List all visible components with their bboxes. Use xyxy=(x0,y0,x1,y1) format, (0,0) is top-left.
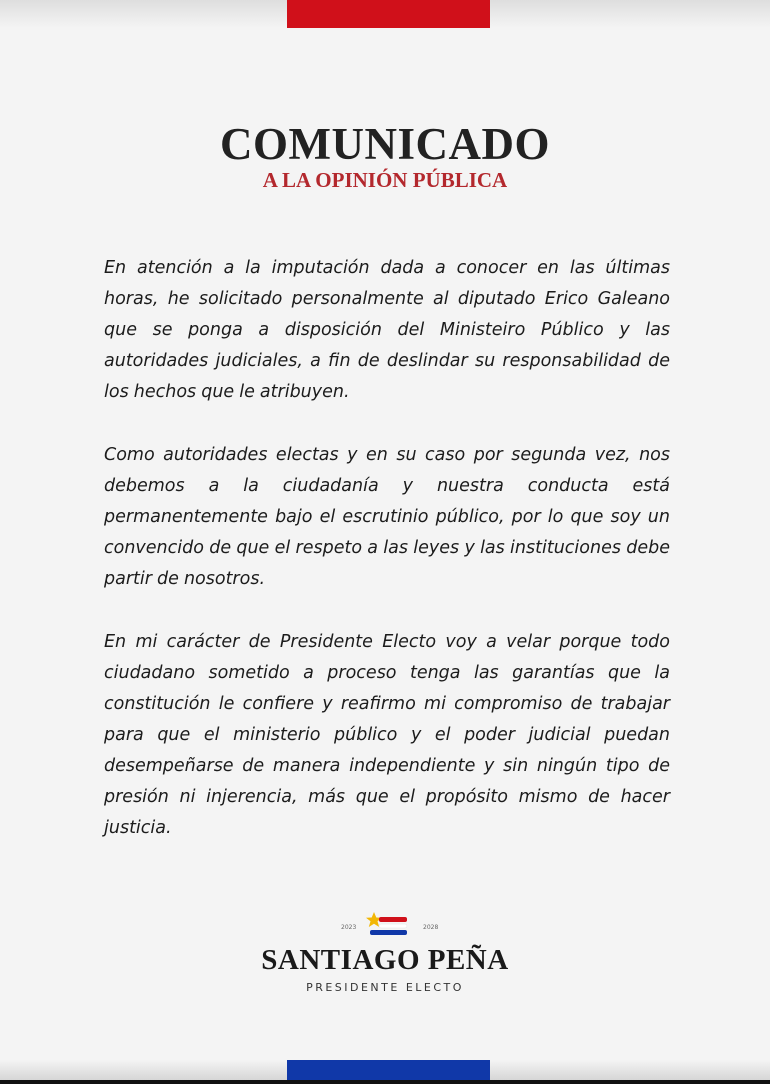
red-accent-bar xyxy=(287,0,490,28)
star-flag-icon xyxy=(364,910,410,938)
campaign-logo xyxy=(0,908,770,938)
page-title: COMUNICADO xyxy=(220,119,550,169)
paragraph-3: En mi carácter de Presidente Electo voy a velar porque todo ciudadano sometido a proceso tenga las garantías que la constitución le confiere y reafirmo mi compromiso de trabajar para que el ministerio público y el poder judicial puedan desempeñarse de manera independiente y sin ningún tipo de presión ni injerencia, más que el propósito mismo de hacer justicia. xyxy=(104,632,670,838)
year-end: 2028 xyxy=(423,924,439,931)
blue-accent-bar xyxy=(287,1060,490,1080)
bottom-border xyxy=(0,1080,770,1084)
paragraph-2: Como autoridades electas y en su caso por segunda vez, nos debemos a la ciudadanía y nuestra conducta está permanentemente bajo el escrutinio público, por lo que soy un convencido de que el respeto a las leyes y las instituciones debe partir de nosotros. xyxy=(104,445,670,589)
page-subtitle: A LA OPINIÓN PÚBLICA xyxy=(262,168,508,192)
signature-name: SANTIAGO PEÑA xyxy=(261,944,509,976)
signature-role: PRESIDENTE ELECTO xyxy=(306,981,464,994)
year-start: 2023 xyxy=(341,924,357,931)
paragraph-1: En atención a la imputación dada a conocer en las últimas horas, he solicitado personalmente al diputado Erico Galeano que se ponga a disposición del Ministeiro Público y las autoridades judiciales, a fin de deslindar su responsabilidad de los hechos que le atribuyen. xyxy=(104,258,670,402)
